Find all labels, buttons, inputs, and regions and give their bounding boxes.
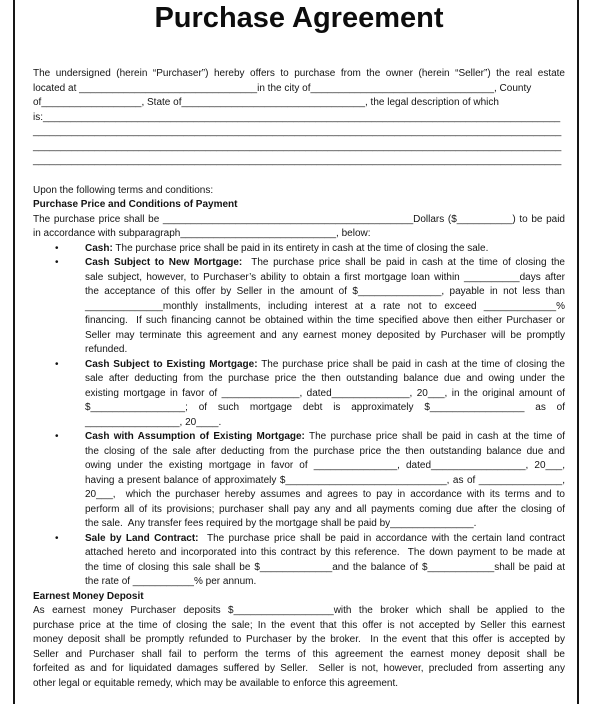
text-line: the sale. Any transfer fees required by the mortgage shall be paid by_______________. xyxy=(85,518,477,529)
earnest-money-paragraph xyxy=(33,604,565,691)
text-line: located at ________________________________in the city of_________________________________, County xyxy=(33,82,532,94)
bullet-icon: • xyxy=(55,358,59,370)
text-line: 20___, which the purchaser hereby assumes and agrees to pay in accordance with its terms and to xyxy=(85,489,565,500)
text-line: ______________monthly installments, including interest at a rate not to exceed _____________% xyxy=(85,300,565,312)
document-title: Purchase Agreement xyxy=(154,2,444,34)
bullet-text xyxy=(85,532,565,590)
text-line: in accordance with subparagraph____________________________, below: xyxy=(33,228,371,239)
text-line: the closing of the sale after deducting from the purchase price the then outstanding balance due and xyxy=(85,445,565,457)
text-line: Cash Subject to New Mortgage: The purchase price shall be paid in cash at the time of closing the xyxy=(85,257,565,268)
text-line: of__________________, State of_________________________________, the legal description of which xyxy=(33,97,499,108)
text-line: Sale by Land Contract: The purchase price shall be paid in accordance with the certain land contract xyxy=(85,532,566,544)
text-line: owing under the existing mortgage in favor of _______________, dated_________________, 20___, xyxy=(85,460,565,471)
terms-lead xyxy=(33,184,565,199)
text-line: having a present balance of approximately $_____________________________, as of _______________, xyxy=(85,474,565,486)
purchase-price-heading: Purchase Price and Conditions of Payment xyxy=(33,199,238,210)
bullet-item xyxy=(33,532,565,590)
bullet-item xyxy=(33,256,565,358)
text-line: Cash Subject to Existing Mortgage: The purchase price shall be paid in cash at the time of closing the xyxy=(85,358,565,370)
text-line: money deposit shall be promptly refunded to Purchaser by the broker. In the event that this offer is accepted by xyxy=(33,634,565,645)
bullet-icon: • xyxy=(55,242,59,254)
bullet-item xyxy=(33,358,565,431)
text-line: other legal or equitable remedy, which may be available to enforce this agreement. xyxy=(33,677,399,689)
text-line: Seller and Purchaser shall fail to perform the terms of this agreement the earnest money deposit shall be xyxy=(33,648,565,660)
text-line: forfeited as and for liquidated damages suffered by Seller. Seller is not, however, precluded from asserting any xyxy=(33,663,565,674)
text-line: The undersigned (herein “Purchaser”) hereby offers to purchase from the owner (herein “Seller”) the real estate xyxy=(33,68,565,79)
payment-options xyxy=(33,242,565,590)
bullet-icon: • xyxy=(55,431,59,442)
text-line: the acceptance of this offer by Seller in the amount of $_______________, payable in not less than xyxy=(85,286,565,297)
text-line: is:_____________________________________________________________________________________________ xyxy=(33,111,561,123)
text-line: $_________________; of such mortgage debt is approximately $_________________ as of xyxy=(85,402,565,413)
bullet-text xyxy=(85,242,565,257)
text-line: Upon the following terms and conditions: xyxy=(33,184,214,196)
text-line: Cash: The purchase price shall be paid in its entirety in cash at the time of closing the sale. xyxy=(85,242,489,254)
bullet-item xyxy=(33,242,565,257)
text-line: existing mortgage in favor of ______________, dated______________, 20___, in the original amount of xyxy=(85,387,565,399)
text-line: _______________________________________________________________________________________________ xyxy=(33,155,562,166)
intro-paragraph xyxy=(33,67,565,169)
text-line: sale after deducting from the purchase price the then outstanding balance due and owing under the xyxy=(85,373,565,384)
text-line: The purchase price shall be _____________________________________________Dollars ($__________) to be paid xyxy=(33,213,565,225)
text-line: attached hereto and incorporated into this contract by this reference. The down payment to be made at xyxy=(85,547,565,558)
earnest-money-heading: Earnest Money Deposit xyxy=(33,590,144,602)
text-line: the rate of ___________% per annum. xyxy=(85,576,257,587)
document-content xyxy=(33,0,565,691)
text-line: perform all of its provisions; purchaser shall pay any and all payments coming due after the closing of xyxy=(85,503,565,515)
text-line: financing. If such financing cannot be obtained within the time specified above then either Purchaser or xyxy=(85,315,565,326)
text-line: refunded. xyxy=(85,344,128,355)
text-line: Seller may terminate this agreement and any earnest money deposited by Purchaser will be promptly xyxy=(85,329,565,341)
bullet-text xyxy=(85,430,565,532)
bullet-icon: • xyxy=(55,257,59,268)
text-line: sale subject, however, to Purchaser’s ability to obtain a first mortgage loan within __________days after xyxy=(85,271,565,283)
bullet-item xyxy=(33,430,565,532)
text-line: _________________, 20____. xyxy=(85,416,222,428)
bullet-icon: • xyxy=(55,532,59,544)
text-line: _______________________________________________________________________________________________ xyxy=(33,126,562,137)
text-line: purchase price at the time of closing the sale; In the event that this offer is not accepted by Seller this earnest xyxy=(33,619,565,631)
bullet-text xyxy=(85,256,565,358)
text-line: _______________________________________________________________________________________________ xyxy=(33,140,562,152)
text-line: the time of closing this sale shall be $_____________and the balance of $____________shall be paid at xyxy=(85,561,565,573)
document-body xyxy=(33,67,565,691)
text-line: Cash with Assumption of Existing Mortgage: The purchase price shall be paid in cash at the time of xyxy=(85,431,565,442)
text-line: As earnest money Purchaser deposits $__________________with the broker which shall be applied to the xyxy=(33,605,565,616)
purchase-price-paragraph xyxy=(33,213,565,242)
bullet-text xyxy=(85,358,565,431)
